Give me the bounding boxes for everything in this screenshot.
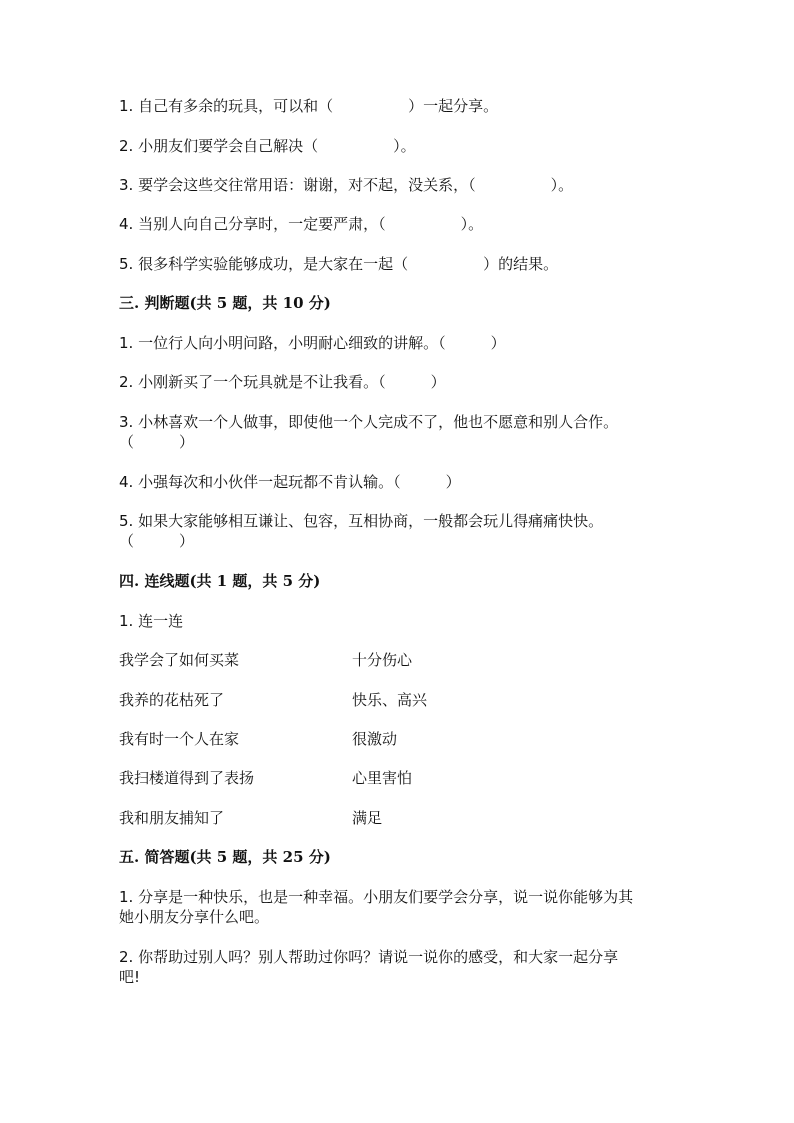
section-4-heading: 四. 连线题(共 1 题，共 5 分) bbox=[119, 572, 321, 590]
match-right-5: 满足 bbox=[352, 809, 383, 827]
match-left-5: 我和朋友捕知了 bbox=[119, 809, 225, 827]
short-answer-2-line1: 2. 你帮助过别人吗？别人帮助过你吗？请说一说你的感受，和大家一起分享 bbox=[119, 948, 619, 966]
judge-item-2: 2. 小刚新买了一个玩具就是不让我看。（ ） bbox=[119, 373, 446, 391]
short-answer-1-line1: 1. 分享是一种快乐，也是一种幸福。小朋友们要学会分享，说一说你能够为其 bbox=[119, 888, 634, 906]
fill-blank-2: 2. 小朋友们要学会自己解决（ ）。 bbox=[119, 137, 416, 155]
match-left-3: 我有时一个人在家 bbox=[119, 730, 240, 748]
match-right-4: 心里害怕 bbox=[352, 769, 413, 787]
section-3-heading: 三. 判断题(共 5 题，共 10 分) bbox=[119, 294, 331, 312]
match-right-1: 十分伤心 bbox=[352, 651, 413, 669]
short-answer-2-line2: 吧! bbox=[119, 968, 141, 986]
judge-item-5: 5. 如果大家能够相互谦让、包容，互相协商，一般都会玩儿得痛痛快快。 bbox=[119, 512, 604, 530]
short-answer-1-line2: 她小朋友分享什么吧。 bbox=[119, 908, 270, 926]
judge-item-3: 3. 小林喜欢一个人做事，即使他一个人完成不了，他也不愿意和别人合作。 bbox=[119, 413, 619, 431]
match-right-3: 很激动 bbox=[352, 730, 398, 748]
judge-item-3-bracket: （ ） bbox=[119, 433, 195, 451]
fill-blank-4: 4. 当别人向自己分享时，一定要严肃，（ ）。 bbox=[119, 215, 484, 233]
match-left-1: 我学会了如何买菜 bbox=[119, 651, 240, 669]
fill-blank-1: 1. 自己有多余的玩具，可以和（ ）一起分享。 bbox=[119, 97, 499, 115]
match-left-4: 我扫楼道得到了表扬 bbox=[119, 769, 255, 787]
judge-item-5-bracket: （ ） bbox=[119, 532, 195, 550]
judge-item-4: 4. 小强每次和小伙伴一起玩都不肯认输。（ ） bbox=[119, 473, 461, 491]
section-5-heading: 五. 简答题(共 5 题，共 25 分) bbox=[119, 848, 331, 866]
match-right-2: 快乐、高兴 bbox=[352, 691, 428, 709]
match-question: 1. 连一连 bbox=[119, 612, 184, 630]
match-left-2: 我养的花枯死了 bbox=[119, 691, 225, 709]
fill-blank-3: 3. 要学会这些交往常用语：谢谢，对不起，没关系，（ ）。 bbox=[119, 176, 574, 194]
judge-item-1: 1. 一位行人向小明问路，小明耐心细致的讲解。（ ） bbox=[119, 334, 506, 352]
fill-blank-5: 5. 很多科学实验能够成功，是大家在一起（ ）的结果。 bbox=[119, 255, 559, 273]
